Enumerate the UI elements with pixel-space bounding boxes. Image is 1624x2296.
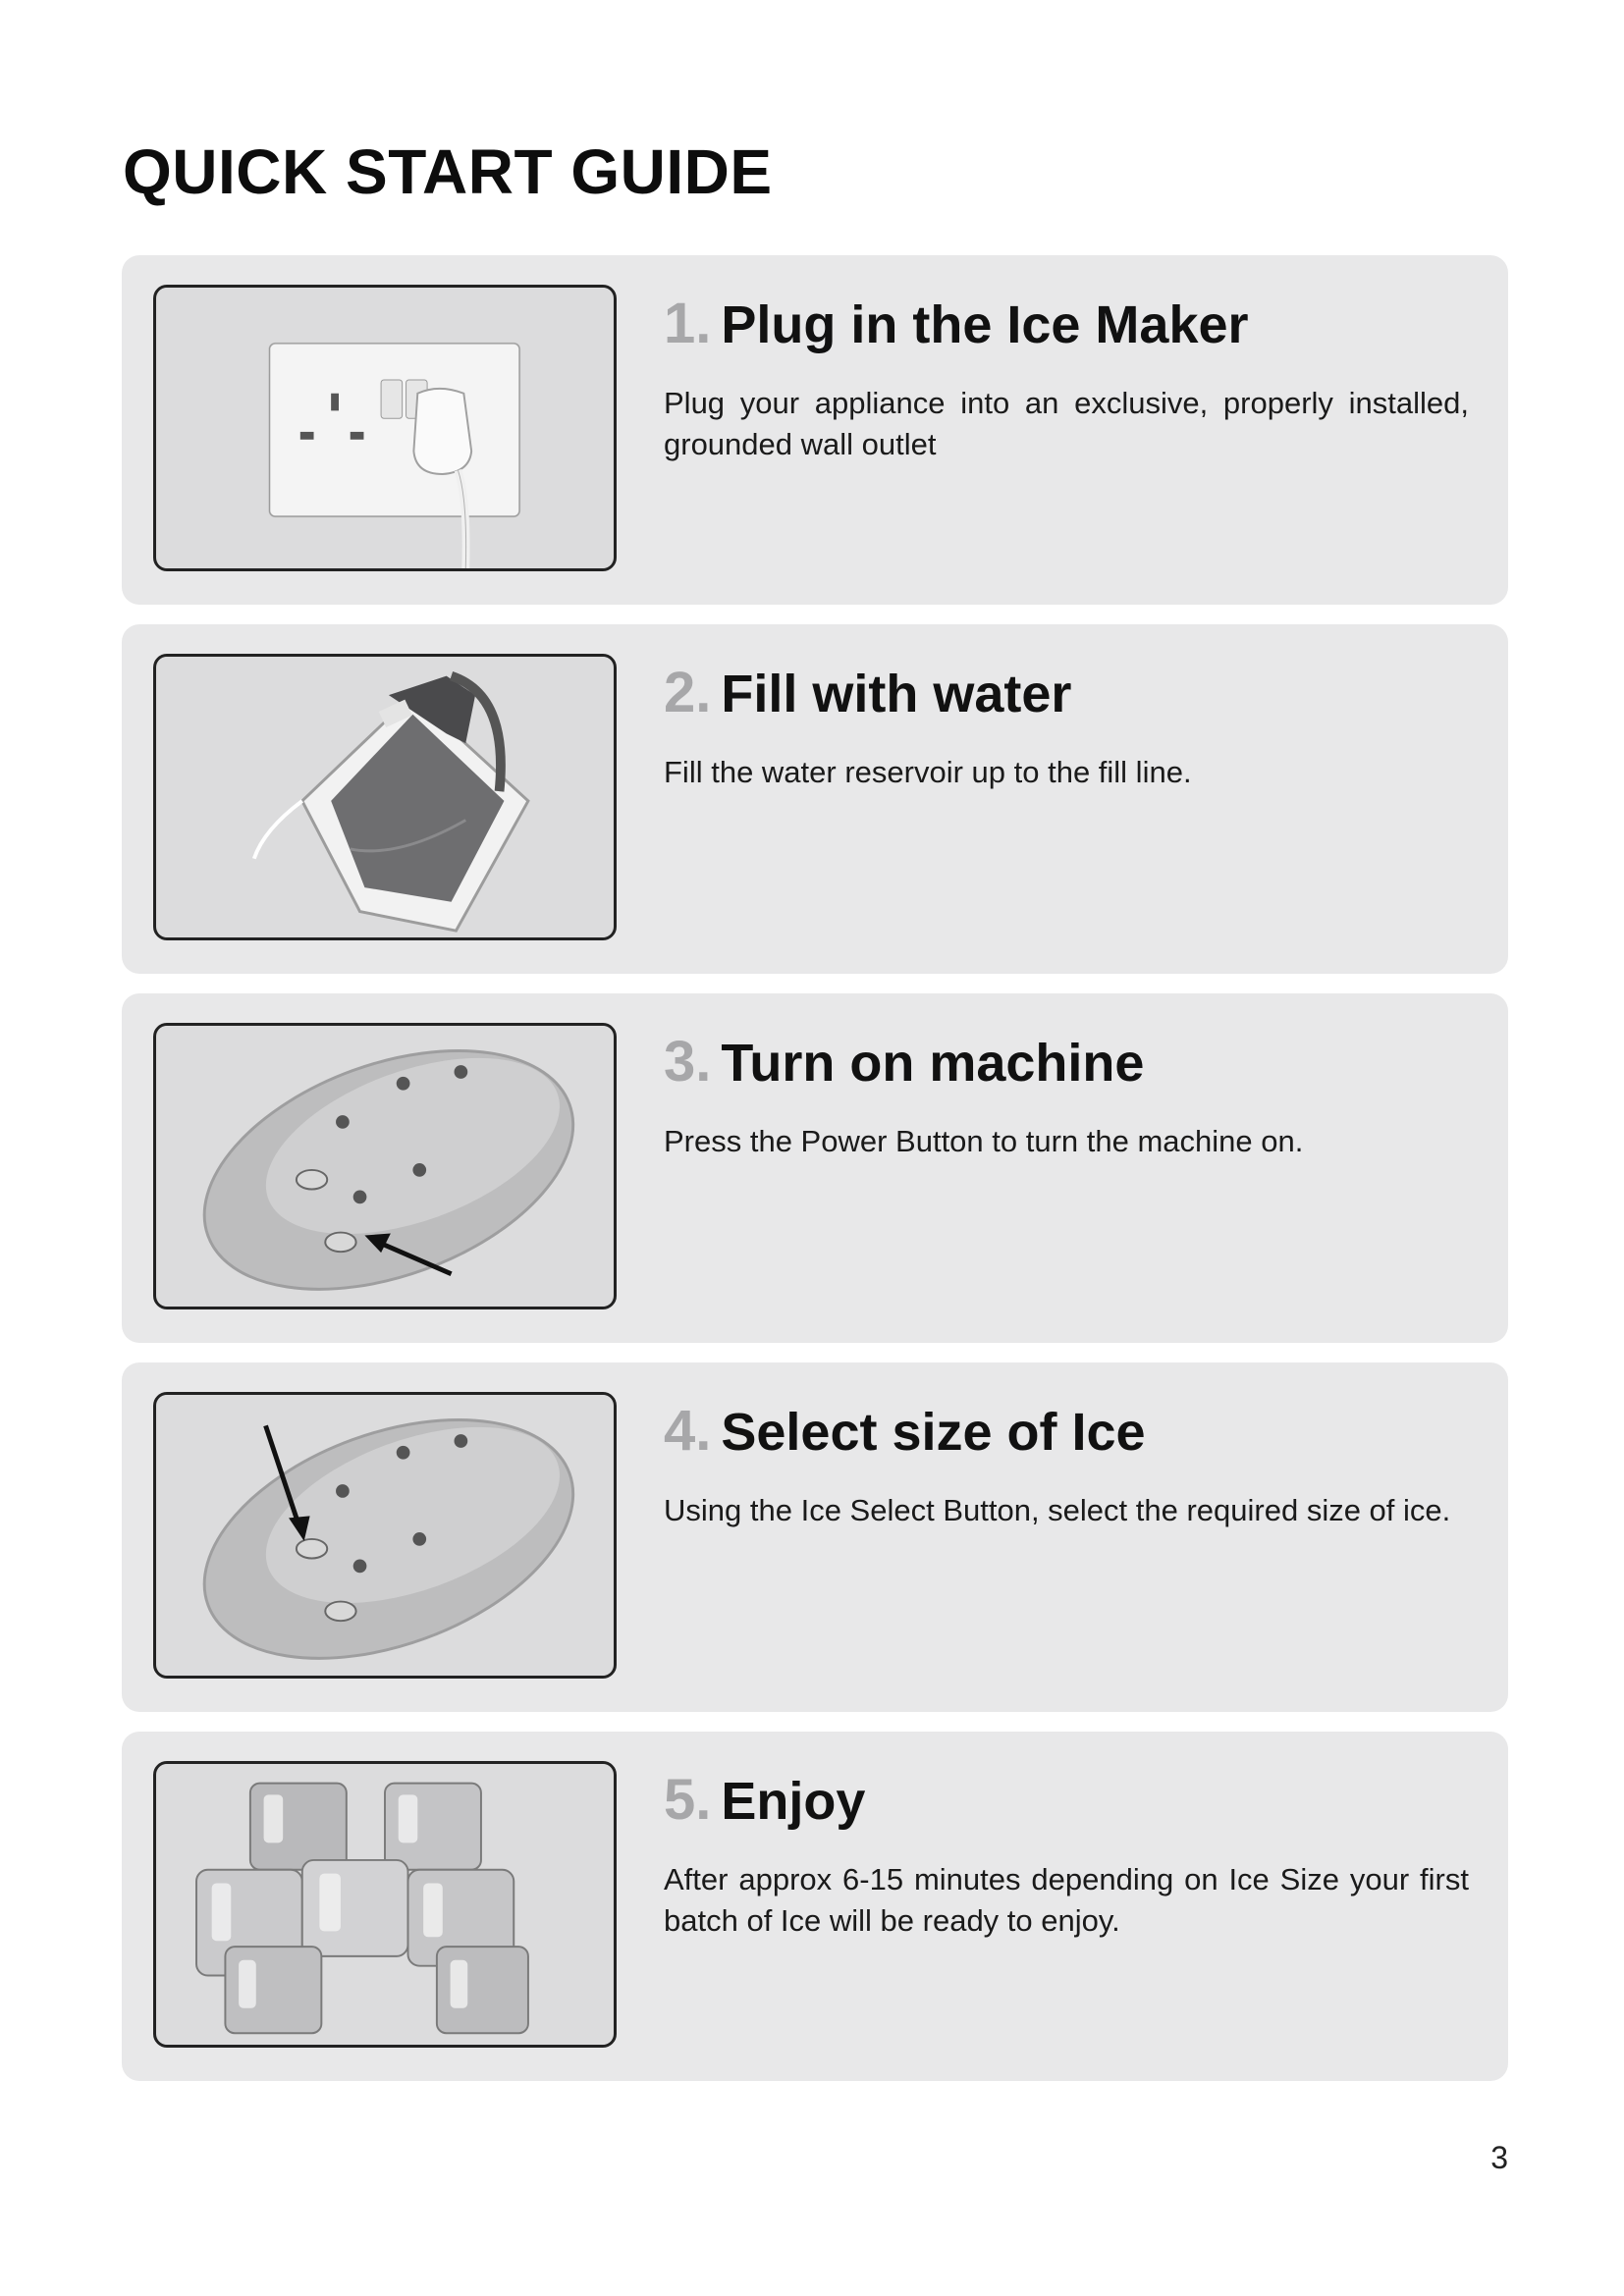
page-title: QUICK START GUIDE: [123, 136, 773, 207]
step-heading-3: [664, 1029, 1144, 1095]
step-number: 3.: [664, 1030, 712, 1094]
ice-cubes-icon: [153, 1761, 617, 2048]
plug-socket-icon: [153, 285, 617, 571]
step-heading-5: [664, 1767, 865, 1833]
water-jug-icon: [153, 654, 617, 940]
step-heading-2: [664, 660, 1071, 725]
step-description: Press the Power Button to turn the machine on.: [664, 1124, 1304, 1158]
step-title: Fill with water: [721, 665, 1072, 723]
step-description: Using the Ice Select Button, select the required size of ice.: [664, 1493, 1451, 1527]
step-number: 1.: [664, 292, 712, 355]
control-panel-power-icon: [153, 1023, 617, 1309]
step-card-4: [122, 1362, 1508, 1712]
step-title: Select size of Ice: [721, 1403, 1146, 1462]
step-description: Plug your appliance into an exclusive, properly installed, grounded wall outlet: [664, 386, 1469, 461]
page-number: 3: [1490, 2140, 1508, 2175]
step-heading-1: [664, 291, 1249, 356]
step-title: Turn on machine: [721, 1034, 1145, 1093]
control-panel-select-icon: [153, 1392, 617, 1679]
step-card-2: [122, 624, 1508, 974]
step-number: 2.: [664, 661, 712, 724]
step-title: Enjoy: [721, 1772, 866, 1831]
step-description: Fill the water reservoir up to the fill line.: [664, 755, 1192, 789]
step-heading-4: [664, 1398, 1146, 1464]
step-title: Plug in the Ice Maker: [721, 295, 1249, 354]
step-card-5: [122, 1732, 1508, 2081]
step-description: After approx 6-15 minutes depending on Ice Size your first batch of Ice will be ready to enjoy.: [664, 1862, 1469, 1938]
step-number: 5.: [664, 1768, 712, 1832]
step-card-1: [122, 255, 1508, 605]
step-number: 4.: [664, 1399, 712, 1463]
step-card-3: [122, 993, 1508, 1343]
